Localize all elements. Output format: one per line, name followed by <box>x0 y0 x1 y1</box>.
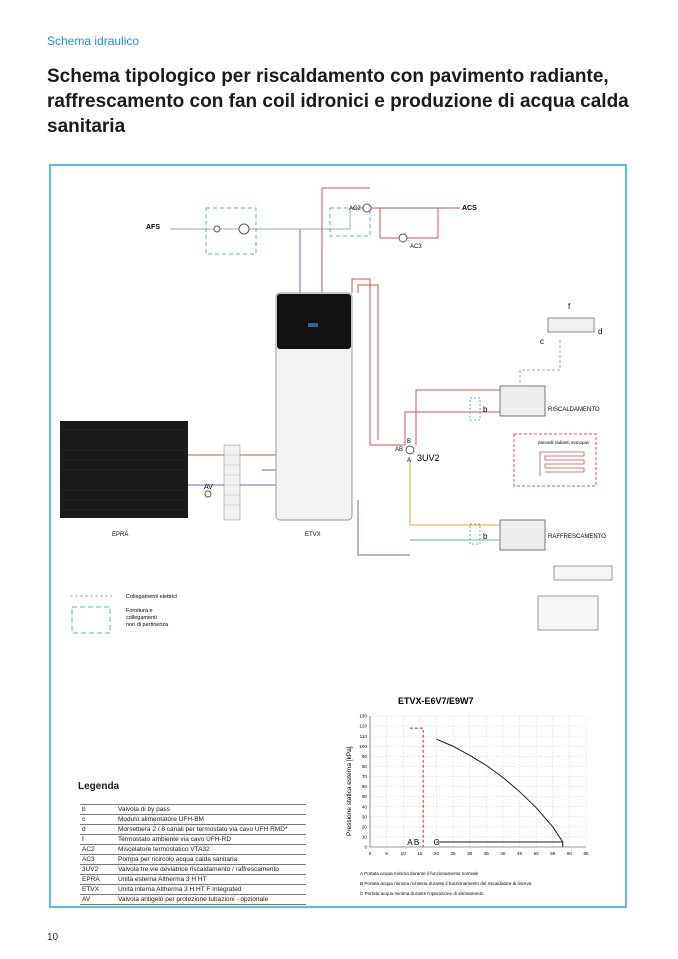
fan-coil-wall <box>554 566 612 580</box>
etvx-label: ETVX <box>305 532 321 538</box>
series-line <box>433 739 562 847</box>
f-label: f <box>568 302 571 311</box>
legend-title: Legenda <box>78 781 120 792</box>
supply-key-box <box>72 607 110 633</box>
y-tick-label: 40 <box>361 804 367 810</box>
electric-link <box>520 340 560 386</box>
y-tick-label: 0 <box>364 844 367 850</box>
legend-desc: Valvola tre vie deviatrice riscaldamento / raffrescamento <box>116 865 306 875</box>
b-port-label: B <box>407 439 412 445</box>
legend-code: AC3 <box>80 855 116 865</box>
x-tick-label: 50 <box>533 851 539 856</box>
legend-code: AV <box>80 895 116 905</box>
x-tick-label: 20 <box>433 851 440 856</box>
legend-row <box>80 825 306 835</box>
y-tick-label: 60 <box>361 784 367 790</box>
x-tick-label: 0 <box>368 851 372 856</box>
legend-code: AC2 <box>80 845 116 855</box>
legend-code: c <box>80 815 116 825</box>
a-port-label: A <box>407 458 412 464</box>
legend-row <box>80 815 306 825</box>
epra-outdoor-unit <box>60 421 188 518</box>
legend-row <box>80 885 306 895</box>
y-tick-label: 100 <box>359 743 367 749</box>
legend-code: b <box>80 805 116 815</box>
expansion-vessel-icon <box>239 224 249 234</box>
supply-key-line1: Fornitura e <box>126 608 153 614</box>
marker-label: C <box>433 838 440 847</box>
chart-ylabel: Pressione statica esterna [kPa] <box>346 746 353 836</box>
bypass-box-bottom <box>470 524 480 544</box>
legend-desc: Unità interna Altherma 3 H HT F Integrated <box>116 885 306 895</box>
acs-label: ACS <box>462 205 477 212</box>
epra-label: EPRA <box>112 532 129 538</box>
y-tick-label: 20 <box>361 824 367 830</box>
pump-curve-chart <box>338 690 608 900</box>
ab-port-label: AB <box>395 447 404 453</box>
legend-table <box>80 804 306 905</box>
legend-desc: Miscelatore termostatico VTA32 <box>116 845 306 855</box>
legend-desc: Morsettiera 2 / 6 canali per termostato via cavo UFH RMD* <box>116 825 306 835</box>
bypass-label-bottom: b <box>483 532 488 541</box>
legend-row <box>80 875 306 885</box>
x-tick-label: 35 <box>483 851 489 856</box>
legend-desc: Termostato ambiente via cavo UFH-RD <box>116 835 306 845</box>
series-line <box>410 728 423 847</box>
legend-code: ETVX <box>80 885 116 895</box>
legend-row <box>80 835 306 845</box>
supply-key-line2: collegamenti <box>126 615 157 621</box>
ac3-label: AC3 <box>410 244 422 250</box>
legend-row <box>80 865 306 875</box>
legend-code: 3UV2 <box>80 865 116 875</box>
chart-ticks <box>359 714 589 856</box>
bypass-box-top <box>470 398 480 420</box>
cooling-manifold <box>500 520 545 550</box>
x-tick-label: 65 <box>583 851 589 856</box>
x-tick-label: 40 <box>500 851 506 856</box>
domestic-water-lines <box>170 188 460 293</box>
section-tag: Schema idraulico <box>47 34 140 48</box>
x-tick-label: 30 <box>467 851 473 856</box>
legend-code: f <box>80 835 116 845</box>
y-tick-label: 50 <box>361 794 367 800</box>
chart-note-c: C Portata acqua minima durante l'operazione di sbrinamento <box>360 891 484 896</box>
y-tick-label: 120 <box>359 723 367 729</box>
av-label: AV <box>204 484 213 491</box>
legend-code: EPRA <box>80 875 116 885</box>
page-title: Schema tipologico per riscaldamento con pavimento radiante, raffrescamento con fan coil idronici e produzione di acqua calda sanitaria <box>47 66 629 137</box>
y-tick-label: 110 <box>359 733 367 739</box>
pannelli-label: pannelli radianti monopav <box>538 440 590 445</box>
legend-row <box>80 855 306 865</box>
legend-desc: Valvola di by pass <box>116 805 306 815</box>
legend-desc: Modulo alimentatore UFH-BM <box>116 815 306 825</box>
bypass-label-top: b <box>483 405 488 414</box>
ac2-label: AC2 <box>349 206 361 212</box>
chart-title: ETVX-E6V7/E9W7 <box>398 696 474 706</box>
afs-label: AFS <box>146 224 160 231</box>
x-tick-label: 15 <box>417 851 423 856</box>
x-tick-label: 55 <box>550 851 556 856</box>
d-label: d <box>598 327 603 336</box>
fan-coil-floor <box>538 596 598 630</box>
radiant-floor-coil <box>540 452 584 476</box>
legend-desc: Unità esterna Altherma 3 H HT <box>116 875 306 885</box>
legend-row <box>80 805 306 815</box>
y-tick-label: 30 <box>361 814 367 820</box>
afs-valve-icon <box>214 226 220 232</box>
legend-row <box>80 895 306 905</box>
legend-code: d <box>80 825 116 835</box>
y-tick-label: 80 <box>361 763 367 769</box>
heating-manifold <box>500 386 545 416</box>
wall <box>224 445 240 520</box>
x-tick-label: 45 <box>516 851 523 856</box>
page-number: 10 <box>47 932 59 943</box>
chart-note-b: B Portata acqua minima richiesta durante il funzionamento del riscaldatore di riserva <box>360 881 532 886</box>
raffrescamento-label: RAFFRESCAMENTO <box>548 534 606 540</box>
legend-desc: Valvola antigelo per protezione tubazioni - opzionale <box>116 895 306 905</box>
marker-label: A <box>407 838 413 847</box>
y-tick-label: 10 <box>361 834 367 840</box>
y-tick-label: 130 <box>359 713 367 719</box>
hydraulic-diagram <box>51 166 625 656</box>
ufh-bm-module <box>548 318 594 332</box>
3uv2-valve-icon <box>406 446 414 454</box>
x-tick-label: 60 <box>566 851 572 856</box>
legend-desc: Pompa per ricircolo acqua calda sanitaria <box>116 855 306 865</box>
supply-key-line3: non di pertinenza <box>126 622 169 628</box>
marker-label: B <box>413 838 420 847</box>
y-tick-label: 70 <box>361 774 367 780</box>
ac3-pump-icon <box>399 234 407 242</box>
riscaldamento-label: RISCALDAMENTO <box>548 407 600 413</box>
y-tick-label: 90 <box>361 753 367 759</box>
x-tick-label: 10 <box>400 851 406 856</box>
electric-key-label: Collegamenti elettrici <box>126 594 178 600</box>
etvx-display-icon <box>308 323 318 327</box>
3uv2-label: 3UV2 <box>417 453 440 463</box>
etvx-control-panel <box>277 294 351 349</box>
chart-series <box>410 728 563 847</box>
c-label: c <box>540 337 544 346</box>
x-tick-label: 25 <box>450 851 456 856</box>
x-tick-label: 5 <box>385 851 388 856</box>
av-valve-icon <box>205 491 211 497</box>
legend-row <box>80 845 306 855</box>
ac2-valve-icon <box>363 204 371 212</box>
chart-note-a: A Portata acqua minima durante il funzionamento normale <box>360 871 479 876</box>
